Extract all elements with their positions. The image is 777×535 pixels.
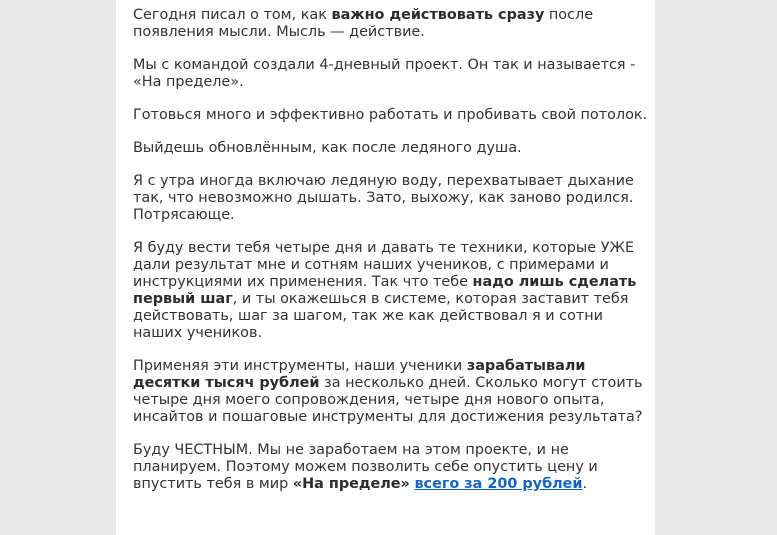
paragraph-6-text-end: , и ты окажешься в системе, которая заставит тебя действовать, шаг за шагом, так же как действовал я и сотни наших учеников. <box>133 291 629 341</box>
email-body <box>116 0 655 535</box>
paragraph-7-text-end: за несколько дней. Сколько могут стоить четыре дня моего сопровождения, четыре дня нового опыта, инсайтов и пошаговые инструменты для достижения результата? <box>133 375 643 425</box>
paragraph-3: Готовься много и эффективно работать и пробивать свой потолок. <box>133 107 648 123</box>
paragraph-8-end: . <box>582 476 588 492</box>
paragraph-2: Мы с командой создали 4-дневный проект. Он так и называется - «На пределе». <box>133 57 636 90</box>
paragraph-1-text: Сегодня писал о том, как <box>133 7 332 23</box>
paragraph-6-bold: надо лишь сделать первый шаг <box>133 274 637 307</box>
paragraph-1-text-end: после появления мысли. Мысль — действие. <box>133 7 594 40</box>
paragraph-1 <box>133 7 648 41</box>
paragraph-4: Выйдешь обновлённым, как после ледяного душа. <box>133 140 522 156</box>
price-link[interactable]: всего за 200 рублей <box>414 476 583 492</box>
paragraph-6-text: Я буду вести тебя четыре дня и давать те техники, которые УЖЕ дали результат мне и сотням наших учеников, с примерами и инструкциями их применения. Так что тебе <box>133 240 635 290</box>
paragraph-8 <box>133 442 648 493</box>
paragraph-7-bold: зарабатывали десятки тысяч рублей <box>133 358 586 391</box>
paragraph-8-text: Буду ЧЕСТНЫМ. Мы не заработаем на этом проекте, и не планируем. Поэтому можем позволить себе опустить цену и впустить тебя в мир <box>133 442 598 492</box>
paragraph-6 <box>133 240 648 342</box>
project-name-bold: «На пределе» <box>292 476 410 492</box>
paragraph-7 <box>133 358 648 426</box>
paragraph-5: Я с утра иногда включаю ледяную воду, перехватывает дыхание так, что невозможно дышать. Зато, выхожу, как заново родился. Потрясающе. <box>133 173 634 223</box>
paragraph-1-bold: важно действовать сразу <box>331 7 545 23</box>
paragraph-7-text: Применяя эти инструменты, наши ученики <box>133 358 467 374</box>
